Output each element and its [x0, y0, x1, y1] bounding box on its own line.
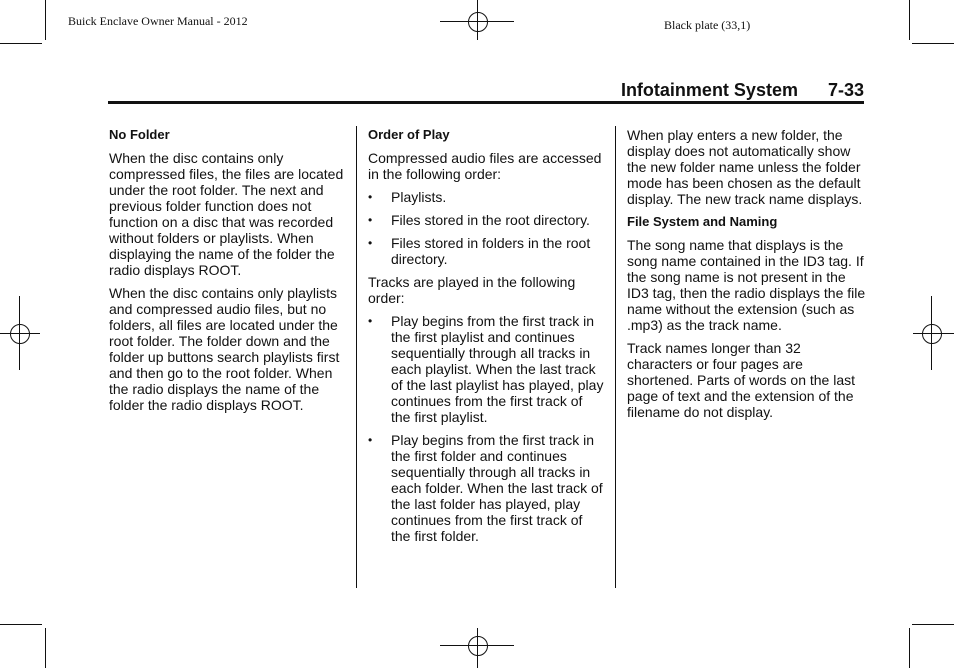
list-item: • Play begins from the first track in the first playlist and continues sequentially through all tracks in each playlist. When the last track of the last playlist has played, play continues from the first track of the first playlist.	[368, 313, 604, 425]
heading-no-folder: No Folder	[109, 127, 170, 142]
list-item: • Play begins from the first track in the first folder and continues sequentially through all tracks in each folder. When the last track of the last folder has played, play continues from the first track of the first folder.	[368, 432, 604, 544]
section-header	[621, 80, 864, 101]
paragraph: Compressed audio files are accessed in the following order:	[368, 150, 602, 182]
heading-file-system: File System and Naming	[627, 214, 778, 229]
column-divider	[356, 126, 357, 588]
paragraph: When the disc contains only compressed files, the files are located under the root folder. The next and previous folder function does not function on a disc that was recorded without folders or playlists. When displaying the name of the folder the radio displays ROOT.	[109, 150, 344, 278]
column-2	[368, 127, 604, 551]
header-rule	[108, 101, 864, 104]
list-item: • Files stored in folders in the root directory.	[368, 235, 604, 267]
manual-title: Buick Enclave Owner Manual - 2012	[68, 14, 248, 28]
list-item: • Playlists.	[368, 189, 604, 205]
heading-order-of-play: Order of Play	[368, 127, 450, 142]
page-number: 7-33	[827, 80, 864, 100]
bullet-list	[368, 313, 604, 544]
plate-label: Black plate (33,1)	[664, 18, 751, 32]
paragraph: When the disc contains only playlists and compressed audio files, but no folders, all files are located under the root folder. The folder down and the folder up buttons search playlists first and then go to the root folder. When the radio displays the name of the folder the radio displays ROOT.	[109, 285, 340, 413]
paragraph: Tracks are played in the following order:	[368, 274, 576, 306]
section-title: Infotainment System	[620, 80, 798, 100]
paragraph: Track names longer than 32 characters or four pages are shortened. Parts of words on the last page of text and the extension of the filename do not display.	[627, 340, 856, 420]
list-item: • Files stored in the root directory.	[368, 212, 604, 228]
column-3	[627, 127, 867, 427]
bullet-list	[368, 189, 604, 267]
column-1	[109, 127, 349, 420]
column-divider	[615, 126, 616, 588]
paragraph: When play enters a new folder, the display does not automatically show the new folder name unless the folder mode has been chosen as the default display. The new track name displays.	[627, 127, 863, 207]
paragraph: The song name that displays is the song name contained in the ID3 tag. If the song name is not present in the ID3 tag, then the radio displays the file name without the extension (such as .mp3) as the track name.	[627, 237, 866, 333]
